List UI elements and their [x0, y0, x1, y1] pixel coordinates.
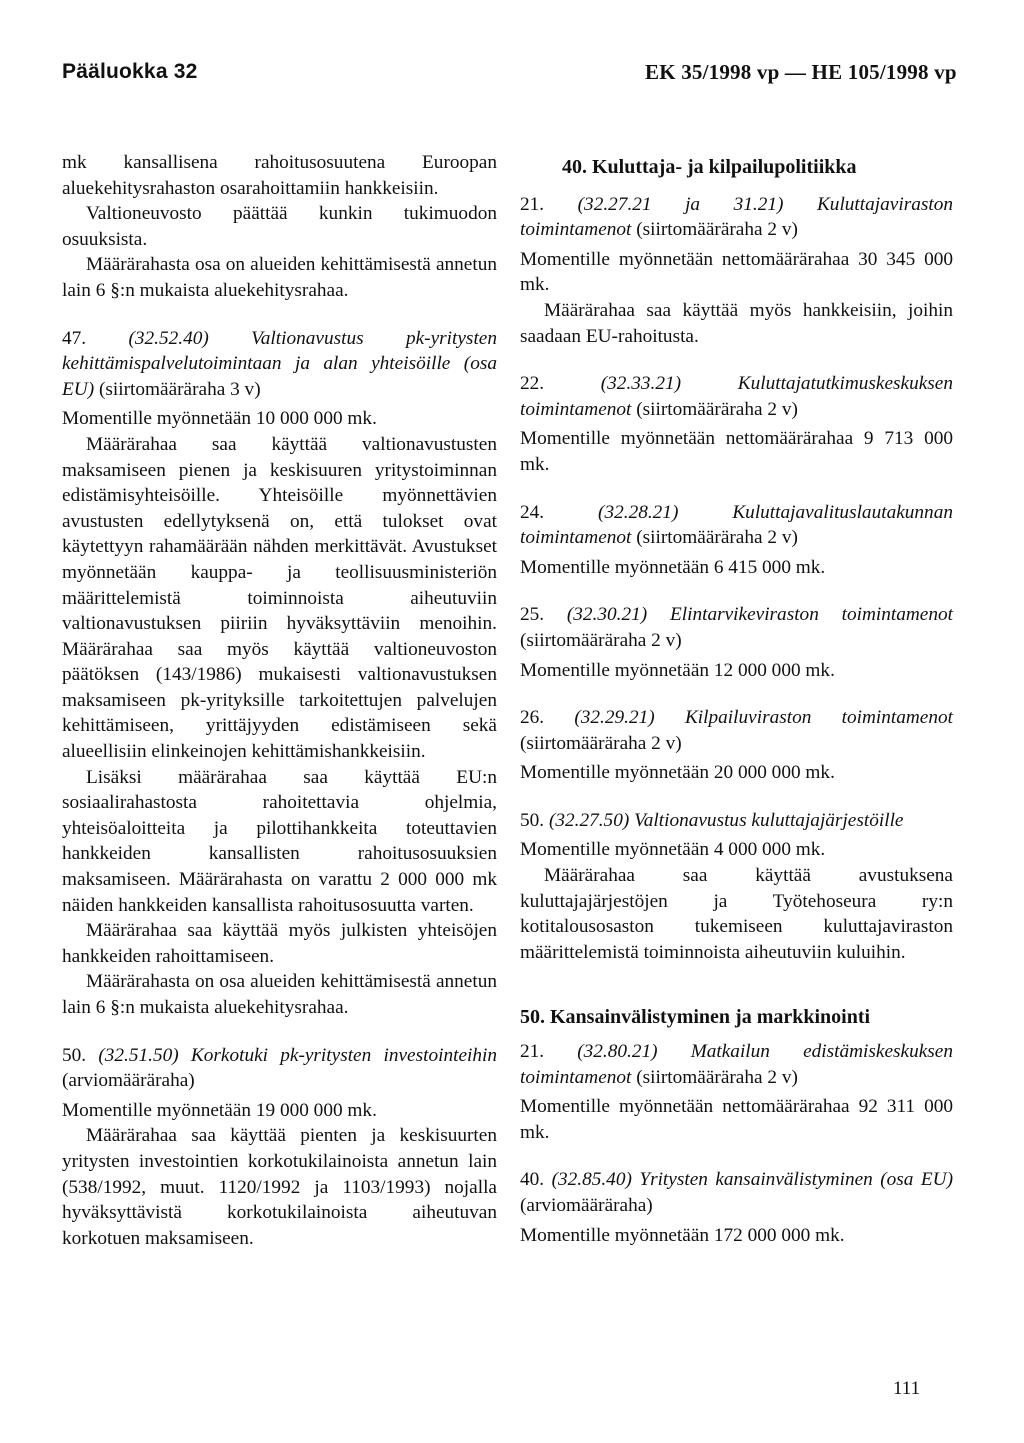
- item-amount: Momentille myönnetään 6 415 000 mk.: [520, 556, 826, 578]
- item-title: Yritysten kansainvälistyminen (osa EU): [639, 1169, 953, 1191]
- item-heading-50: [62, 1043, 497, 1094]
- item-heading-47: [62, 326, 497, 403]
- item-type: (siirtomääräraha 2 v): [520, 732, 682, 754]
- item-amount: Momentille myönnetään 19 000 000 mk.: [62, 1099, 377, 1121]
- item-number: 50.: [520, 809, 545, 831]
- item-number: 47.: [62, 327, 87, 349]
- item-number: 21.: [520, 193, 545, 215]
- page-number: 111: [893, 1378, 921, 1399]
- item-title: Valtionavustus kuluttajajärjestöille: [634, 809, 904, 831]
- right-column: [520, 150, 953, 1248]
- paragraph: Valtioneuvosto päättää kunkin tukimuodon osuuksista.: [62, 203, 497, 250]
- item-amount: Momentille myönnetään 12 000 000 mk.: [520, 659, 835, 681]
- item-code: (32.30.21): [566, 604, 648, 626]
- paragraph: Määrärahaa saa käyttää myös julkisten yhteisöjen hankkeiden rahoittamiseen.: [62, 920, 497, 967]
- item-type: (siirtomääräraha 2 v): [636, 219, 798, 241]
- item-amount: Momentille myönnetään 20 000 000 mk.: [520, 762, 835, 784]
- paragraph: Määrärahaa saa käyttää valtionavustusten maksamiseen pienen ja keskisuuren yritystoiminnan edistämisyhteisöille. Yhteisöille myönnettävien avustusten edellytyksenä on, että tulokset ovat käytettyyn rahamäärään nähden merkittävät. Avustukset myönnetään kauppa- ja teollisuusministeriön määrittelemistä toiminnoista aiheutuviin valtionavustuksen piiriin hyväksyttäviin menoihin. Määrärahaa saa myös käyttää valtioneuvoston päätöksen (143/1986) mukaisesti valtionavustuksen maksamiseen pk-yrityksille tarkoitettujen palvelujen kehittämiseen, yrittäjyyden edistämiseen sekä alueellisiin elinkeinojen kehittämishankkeisiin.: [62, 433, 497, 763]
- item-heading: [520, 602, 953, 653]
- item-title: Elintarvikeviraston toimintamenot: [669, 604, 953, 626]
- item-heading: [520, 500, 953, 551]
- item-number: 50.: [62, 1044, 87, 1066]
- item-code: (32.80.21): [577, 1041, 658, 1063]
- item-type: (siirtomääräraha 2 v): [636, 398, 798, 420]
- item-code: (32.51.50): [98, 1044, 179, 1066]
- item-amount: Momentille myönnetään 4 000 000 mk.: [520, 839, 826, 861]
- item-heading: [520, 808, 953, 834]
- item-code: (32.29.21): [574, 707, 655, 729]
- item-heading: [520, 1039, 953, 1090]
- item-title: Kuluttajatutkimuskeskuksen toimintamenot: [520, 373, 953, 420]
- item-number: 24.: [520, 501, 545, 523]
- paragraph: Lisäksi määrärahaa saa käyttää EU:n sosiaalirahastosta rahoitettavia ohjelmia, yhteisöaloitteita ja pilottihankkeita toteuttavien hankkeiden kansallisten rahoitusosuuksien maksamiseen. Määrärahasta on varattu 2 000 000 mk näiden hankkeiden kansallista rahoitusosuutta varten.: [62, 766, 497, 916]
- running-header-right: EK 35/1998 vp — HE 105/1998 vp: [645, 60, 957, 84]
- item-heading: [520, 192, 953, 243]
- paragraph: Määrärahasta on osa alueiden kehittämisestä annetun lain 6 §:n mukaista aluekehitysrahaa.: [62, 971, 497, 1018]
- item-code: (32.27.21 ja 31.21): [577, 193, 784, 215]
- item-title: Valtionavustus pk-yritysten kehittämispalvelutoimintaan ja alan yhteisöille (osa EU): [62, 327, 497, 400]
- item-heading: [520, 1167, 953, 1218]
- item-amount: Momentille myönnetään 172 000 000 mk.: [520, 1224, 845, 1246]
- item-number: 22.: [520, 373, 545, 395]
- item-amount: Momentille myönnetään nettomäärärahaa 92 311 000 mk.: [520, 1096, 953, 1143]
- item-number: 26.: [520, 707, 545, 729]
- item-type: (arviomääräraha): [520, 1195, 653, 1216]
- item-type: (siirtomääräraha 3 v): [98, 378, 261, 400]
- item-code: (32.52.40): [128, 327, 209, 349]
- item-amount: Momentille myönnetään nettomäärärahaa 30 345 000 mk.: [520, 248, 953, 296]
- item-amount: Momentille myönnetään nettomäärärahaa 9 713 000 mk.: [520, 428, 953, 475]
- item-amount: Momentille myönnetään 10 000 000 mk.: [62, 408, 377, 430]
- item-heading: [520, 371, 953, 422]
- item-code: (32.27.50): [548, 809, 630, 831]
- paragraph: Määrärahasta osa on alueiden kehittämisestä annetun lain 6 §:n mukaista aluekehitysrahaa.: [62, 254, 497, 301]
- item-title: Kilpailuviraston toimintamenot: [684, 707, 953, 729]
- item-type: (siirtomääräraha 2 v): [636, 527, 798, 549]
- item-title: Kuluttajaviraston toimintamenot: [520, 193, 953, 241]
- left-column: [62, 150, 497, 1251]
- item-title: Matkailun edistämiskeskuksen toimintamenot: [520, 1041, 953, 1088]
- item-number: 25.: [520, 604, 545, 626]
- item-type: (siirtomääräraha 2 v): [520, 629, 682, 651]
- running-header-left: Pääluokka 32: [62, 60, 198, 83]
- item-note: Määrärahaa saa käyttää myös hankkeisiin, joihin saadaan EU-rahoitusta.: [520, 299, 953, 347]
- item-number: 21.: [520, 1041, 545, 1063]
- item-note: Määrärahaa saa käyttää avustuksena kuluttajajärjestöjen ja Työtehoseura ry:n kotitalousosaston tukemiseen kuluttajaviraston määrittelemistä toiminnoista aiheutuviin kuluihin.: [520, 865, 953, 963]
- item-heading: [520, 705, 953, 756]
- item-code: (32.33.21): [600, 373, 682, 395]
- item-title: Kuluttajavalituslautakunnan toimintamenot: [520, 501, 953, 549]
- section-heading-50: 50. Kansainvälistyminen ja markkinointi: [520, 1006, 871, 1029]
- item-number: 40.: [520, 1169, 545, 1191]
- item-type: (arviomääräraha): [62, 1070, 195, 1092]
- paragraph: mk kansallisena rahoitusosuutena Euroopan aluekehitysrahaston osarahoittamiin hankkeisiin.: [62, 152, 497, 199]
- item-type: (siirtomääräraha 2 v): [636, 1066, 798, 1088]
- paragraph: Määrärahaa saa käyttää pienten ja keskisuurten yritysten investointien korkotukilainoista annetun lain (538/1992, muut. 1120/1992 ja 1103/1993) nojalla hyväksyttävistä korkotukilainoista aiheutuvan korkotuen maksamiseen.: [62, 1125, 497, 1249]
- section-heading-40: 40. Kuluttaja- ja kilpailupolitiikka: [562, 156, 857, 178]
- item-code: (32.85.40): [551, 1169, 632, 1191]
- item-title: Korkotuki pk-yritysten investointeihin: [190, 1044, 498, 1066]
- item-code: (32.28.21): [598, 501, 679, 523]
